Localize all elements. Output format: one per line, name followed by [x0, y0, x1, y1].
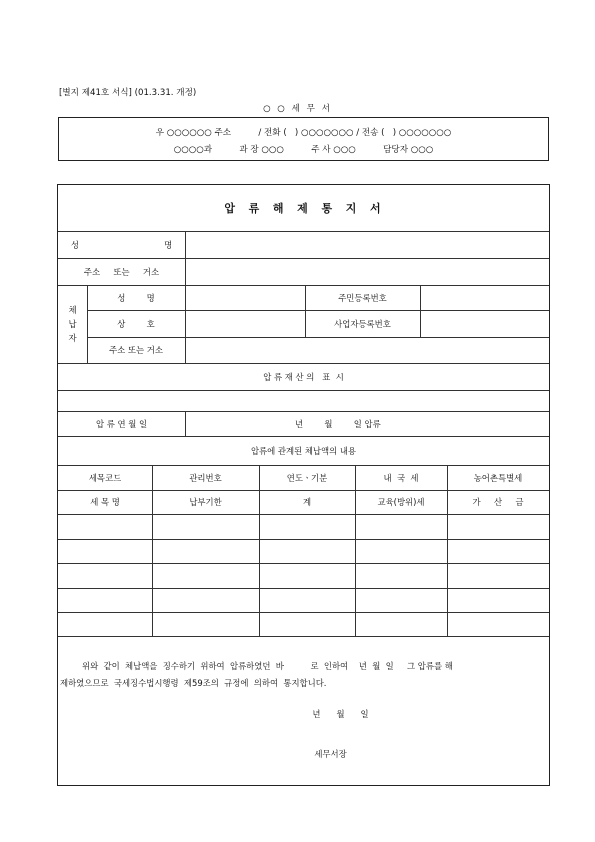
form-title: 압 류 해 제 통 지 서: [224, 202, 383, 215]
staff-line: ○○○○과 과 장 ○○○ 주 사 ○○○ 담당자 ○○○: [173, 145, 434, 155]
signatory: 세무서장: [314, 749, 347, 759]
management-no-header: 관리번호: [189, 472, 222, 483]
release-notice-form: [57, 184, 550, 786]
tax-code-header: 세목코드: [88, 472, 122, 483]
delinquent-name-field[interactable]: [185, 285, 305, 310]
year-period-header: 연도ㆍ기분: [286, 472, 328, 483]
seized-property-label: 압 류 재 산 의 표 시: [263, 371, 344, 382]
total-header: 계: [302, 497, 312, 507]
form-code: [별지 제41호 서식] (01.3.31. 개정): [59, 88, 197, 98]
name-label: 성 명: [70, 239, 173, 250]
office-name: ○ ○ 세 무 서: [263, 104, 332, 114]
notice-line-2: 제하였으므로 국세징수법시행령 제59조의 규정에 의하여 통지합니다.: [60, 678, 327, 688]
table-row[interactable]: [58, 514, 549, 539]
address-label: 주소 또는 거소: [83, 266, 160, 277]
table-row[interactable]: [58, 539, 549, 563]
penalty-header: 가 산 금: [472, 497, 524, 507]
contact-line: 우 ○○○○○○ 주소 / 전화 ( ) ○○○○○○○ / 전송 ( ) ○○○○○○○: [155, 128, 452, 138]
seizure-date-field[interactable]: 년 월 일 압류: [295, 418, 381, 429]
related-amount-label: 압류에 관계된 체납액의 내용: [250, 445, 357, 456]
delinquent-address-field[interactable]: [185, 337, 549, 363]
table-row[interactable]: [58, 612, 549, 636]
seized-property-field[interactable]: [58, 390, 549, 411]
divider: [58, 636, 549, 637]
internal-tax-header: 내 국 세: [383, 472, 419, 483]
due-date-header: 납부기한: [189, 497, 222, 507]
notice-line-1: 위와 같이 체납액을 징수하기 위하여 압류하였던 바 로 인하여 년 월 일 그 압류를 해: [82, 661, 453, 671]
delinquent-trade-field[interactable]: [185, 310, 305, 337]
delinquent-trade-label: 상 호: [117, 318, 155, 329]
delinquent-label: 체 납 자: [68, 305, 77, 343]
office-contact-box: [58, 117, 549, 161]
rural-special-tax-header: 농어촌특별세: [473, 472, 523, 483]
address-field[interactable]: [185, 258, 549, 285]
delinquent-address-label: 주소 또는 거소: [109, 345, 163, 355]
education-tax-header: 교육(방위)세: [377, 497, 425, 507]
delinquent-name-label: 성 명: [117, 292, 155, 303]
resident-no-label: 주민등록번호: [338, 292, 387, 303]
tax-name-header: 세 목 명: [90, 497, 120, 507]
business-no-field[interactable]: [420, 310, 549, 337]
issue-date: 년 월 일: [312, 709, 369, 719]
resident-no-field[interactable]: [420, 285, 549, 310]
name-field[interactable]: [185, 231, 549, 258]
business-no-label: 사업자등록번호: [334, 318, 391, 329]
table-row[interactable]: [58, 588, 549, 612]
table-row[interactable]: [58, 563, 549, 588]
seizure-date-label: 압 류 연 월 일: [95, 418, 148, 429]
